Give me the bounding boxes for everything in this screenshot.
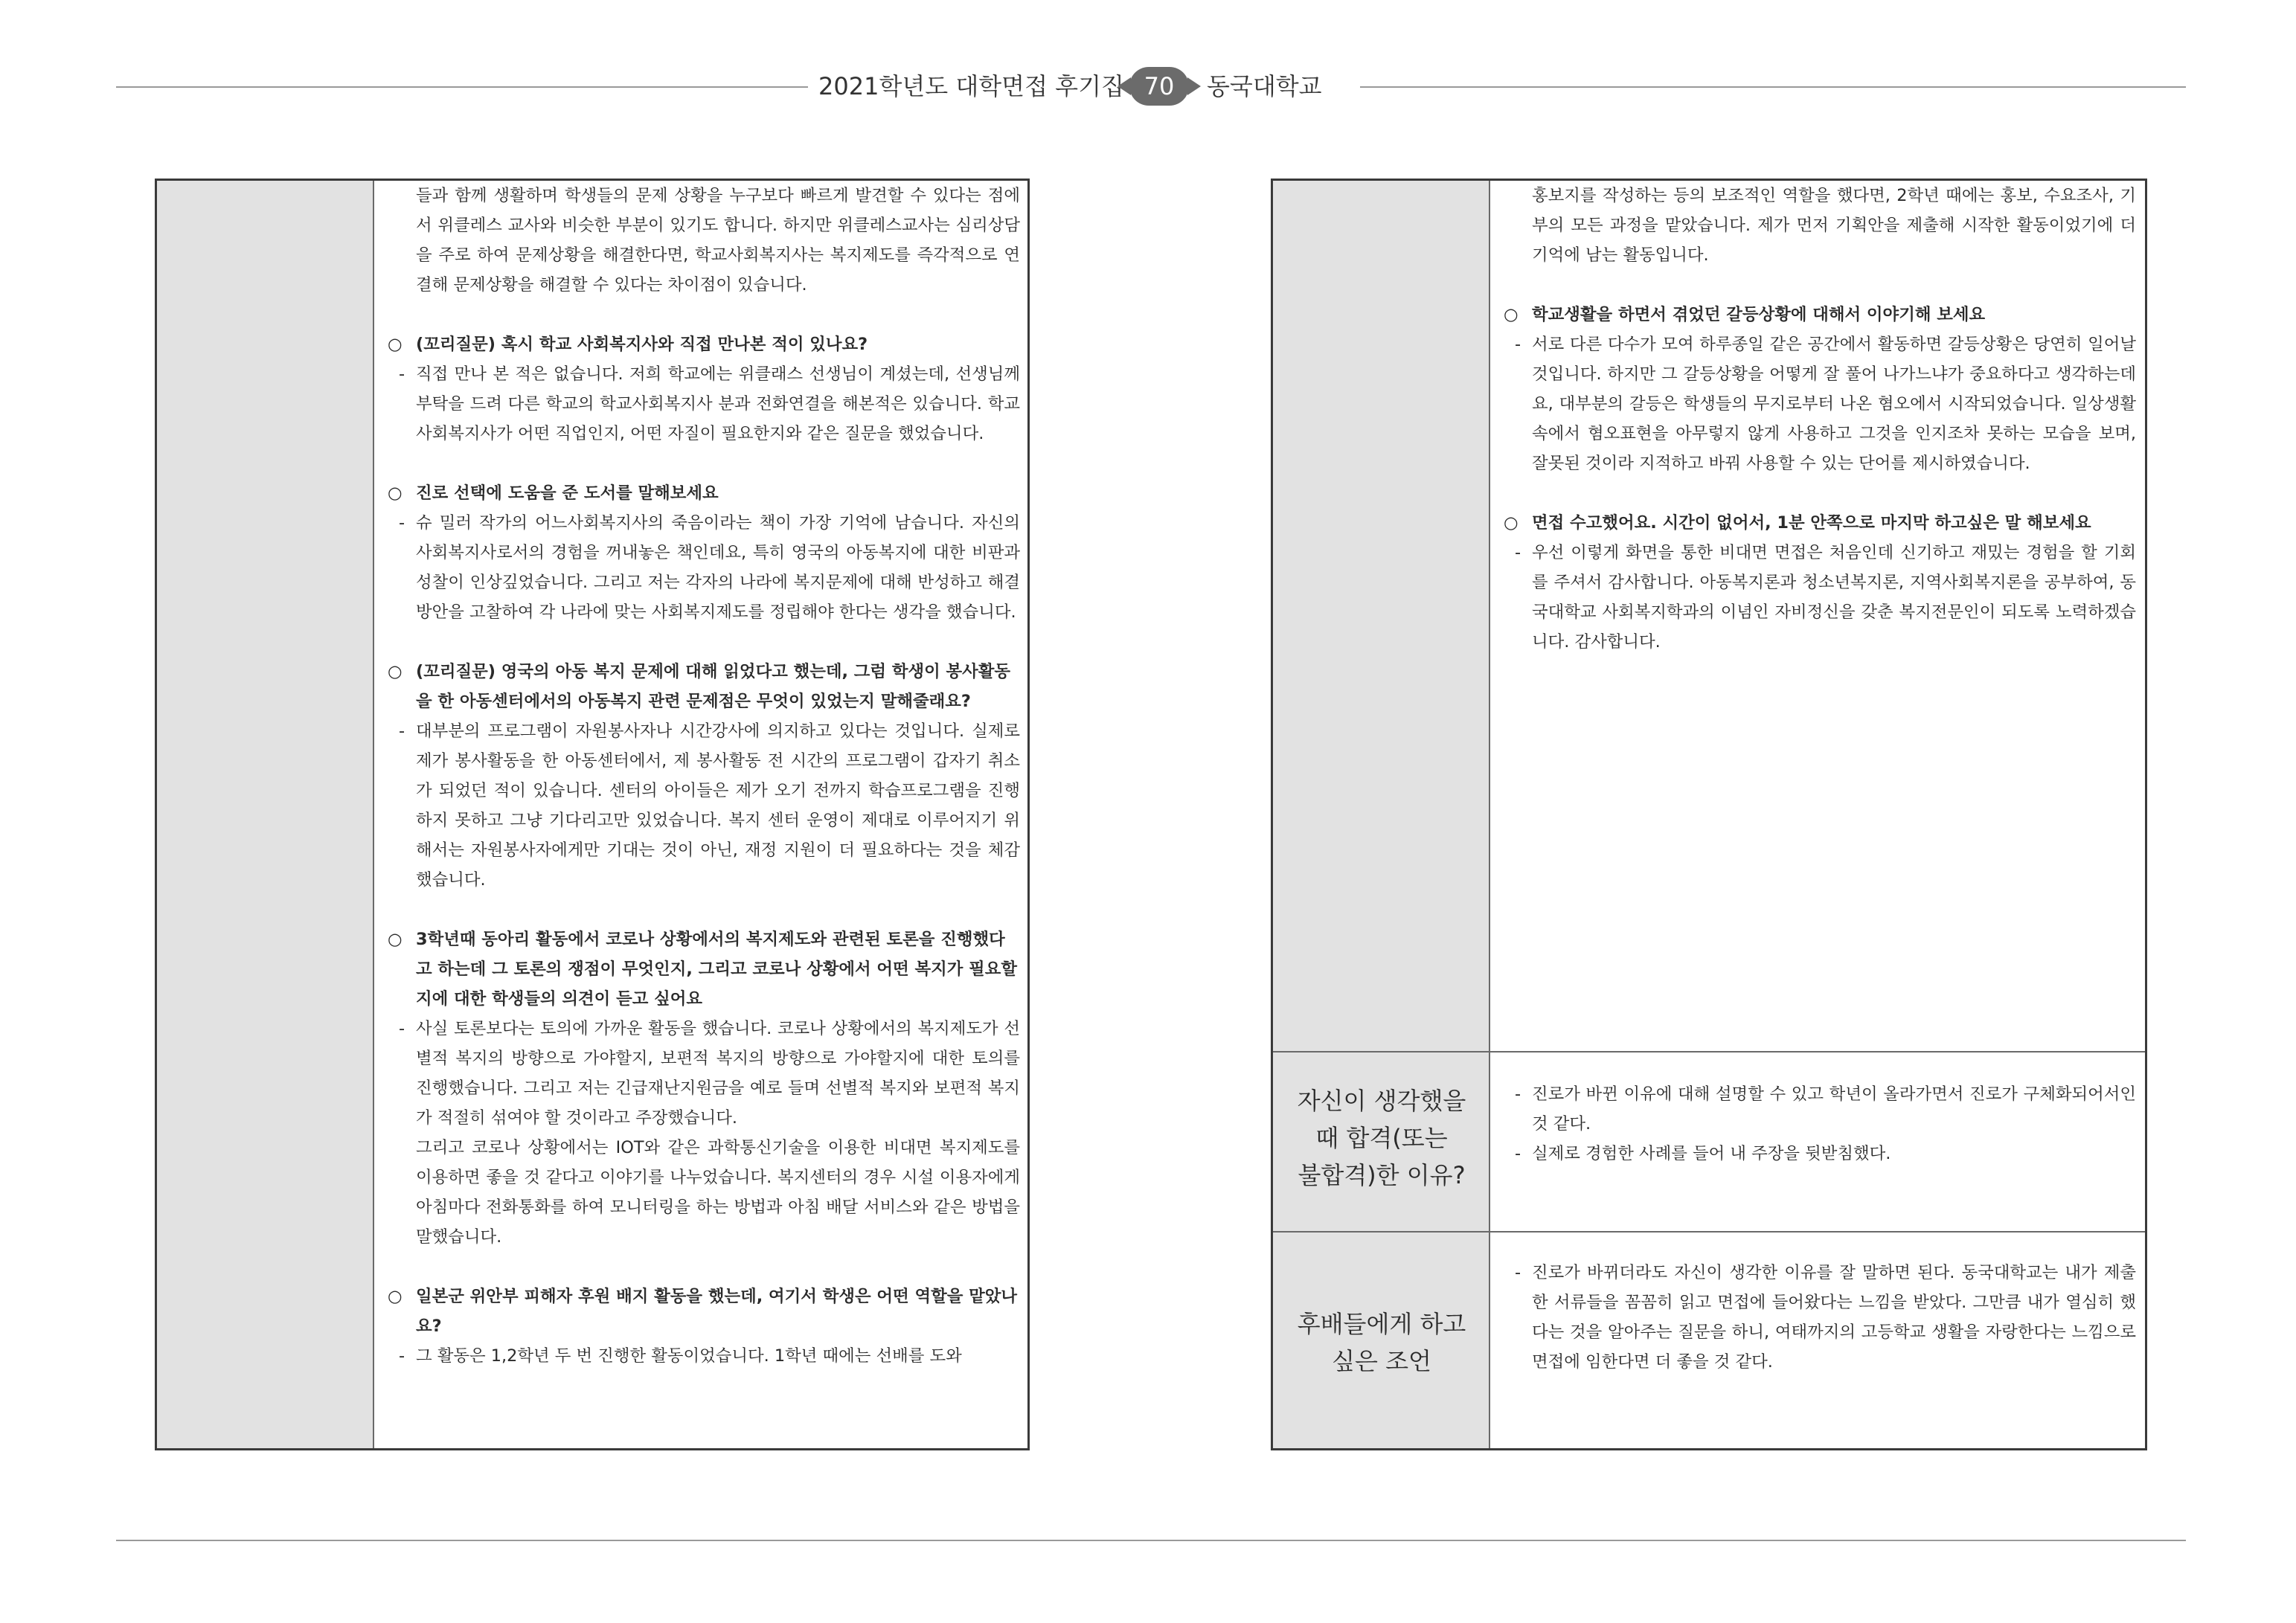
document-title: 2021학년도 대학면접 후기집 <box>818 72 1124 100</box>
circle-bullet-icon: ○ <box>1504 305 1519 324</box>
dash-bullet-icon: - <box>1514 335 1521 354</box>
block-text: (꼬리질문) 혹시 학교 사회복지사와 직접 만나본 적이 있나요? <box>416 335 868 354</box>
row-label-pass-reason <box>1273 1082 1490 1194</box>
footer-rule <box>116 1540 2186 1541</box>
interview-answer <box>1504 330 2136 478</box>
row-answer-item <box>1504 1258 2136 1377</box>
row-answer-text: 실제로 경험한 사례를 들어 내 주장을 뒷받침했다. <box>1532 1144 1891 1163</box>
block-text: 진로 선택에 도움을 준 도서를 말해보세요 <box>416 483 719 503</box>
block-text: 대부분의 프로그램이 자원봉사자나 시간강사에 의지하고 있다는 것입니다. 실제로 제가 봉사활동을 한 아동센터에서, 제 봉사활동 전 시간의 프로그램이 갑자기 취소가 되었던 적이 있습니다. 센터의 아이들은 제가 오기 전까지 학습프로그램을 진행하지 못하고 그냥 기다리고만 있었습니다. 복지 센터 운영이 제대로 이루어지기 위해서는 자원봉사자에게만 기대는 것이 아닌, 재정 지원이 더 필요하다는 것을 체감했습니다. <box>416 721 1020 890</box>
row-label-line: 싶은 조언 <box>1332 1347 1431 1375</box>
interview-content-left <box>388 181 1020 1371</box>
block-text: 일본군 위안부 피해자 후원 배지 활동을 했는데, 여기서 학생은 어떤 역할을 맡았나요? <box>416 1287 1018 1336</box>
block-text: 서로 다른 다수가 모여 하루종일 같은 공간에서 활동하면 갈등상황은 당연히 일어날 것입니다. 하지만 그 갈등상황을 어떻게 잘 풀어 나가느냐가 중요하다고 생각하는데요, 대부분의 갈등은 학생들의 무지로부터 나온 혐오에서 시작되었습니다. 일상생활속에서 혐오표현을 아무렇지 않게 사용하고 그것을 인지조차 못하는 모습을 보며, 잘못된 것이라 지적하고 바꿔 사용할 수 있는 단어를 제시하였습니다. <box>1532 335 2136 473</box>
spacer <box>388 895 1020 925</box>
interview-content-right <box>1504 181 2136 657</box>
block-text: 그리고 코로나 상황에서는 IOT와 같은 과학통신기술을 이용한 비대면 복지제도를 이용하면 좋을 것 같다고 이야기를 나누었습니다. 복지센터의 경우 시설 이용자에게 아침마다 전화통화를 하여 모니터링을 하는 방법과 아침 배달 서비스와 같은 방법을 말했습니다. <box>416 1138 1020 1247</box>
block-text: (꼬리질문) 영국의 아동 복지 문제에 대해 읽었다고 했는데, 그럼 학생이 봉사활동을 한 아동센터에서의 아동복지 관련 문제점은 무엇이 있었는지 말해줄래요? <box>416 662 1011 711</box>
row-answer-text: 진로가 바뀌더라도 자신이 생각한 이유를 잘 말하면 된다. 동국대학교는 내가 제출한 서류들을 꼼꼼히 읽고 면접에 들어왔다는 느낌을 받았다. 그만큼 내가 열심히 했다는 것을 알아주는 질문을 하니, 여태까지의 고등학교 생활을 자랑한다는 느낌으로 면접에 임한다면 더 좋을 것 같다. <box>1532 1263 2136 1372</box>
row-label-line: 불합격)한 이유? <box>1298 1161 1466 1189</box>
interview-answer <box>388 716 1020 895</box>
block-text: 3학년때 동아리 활동에서 코로나 상황에서의 복지제도와 관련된 토론을 진행했다고 하는데 그 토론의 쟁점이 무엇인지, 그리고 코로나 상황에서 어떤 복지가 필요할지에 대한 학생들의 의견이 듣고 싶어요 <box>416 930 1018 1009</box>
page-number: 70 <box>1144 72 1175 100</box>
dash-bullet-icon: - <box>398 364 405 384</box>
interview-question <box>388 925 1020 1014</box>
interview-question <box>388 657 1020 716</box>
row-answer-text: 진로가 바뀐 이유에 대해 설명할 수 있고 학년이 올라가면서 진로가 구체화되어서인 것 같다. <box>1532 1084 2136 1134</box>
spacer <box>388 449 1020 478</box>
row-divider <box>1273 1231 2145 1232</box>
interview-answer <box>1504 538 2136 657</box>
school-name: 동국대학교 <box>1207 72 1322 100</box>
spacer <box>388 627 1020 657</box>
row-answer-advice <box>1504 1258 2136 1377</box>
row-divider <box>1273 1051 2145 1052</box>
interview-question <box>388 1282 1020 1341</box>
block-text: 사실 토론보다는 토의에 가까운 활동을 했습니다. 코로나 상황에서의 복지제도가 선별적 복지의 방향으로 가야할지, 보편적 복지의 방향으로 가야할지에 대한 토의를 진행했습니다. 그리고 저는 긴급재난지원금을 예로 들며 선별적 복지와 보편적 복지가 적절히 섞여야 할 것이라고 주장했습니다. <box>416 1019 1020 1128</box>
dash-bullet-icon: - <box>1514 1084 1521 1104</box>
header-rule-right <box>1360 86 2186 88</box>
dash-bullet-icon: - <box>398 721 405 741</box>
row-label-advice <box>1273 1305 1490 1380</box>
interview-answer <box>388 508 1020 627</box>
dash-bullet-icon: - <box>1514 1263 1521 1282</box>
spacer <box>1504 478 2136 508</box>
row-answer-pass-reason <box>1504 1079 2136 1169</box>
block-text: 학교생활을 하면서 겪었던 갈등상황에 대해서 이야기해 보세요 <box>1532 305 1986 324</box>
interview-question <box>388 330 1020 359</box>
dash-bullet-icon: - <box>398 1019 405 1038</box>
page-number-badge <box>1116 67 1202 106</box>
block-text: 슈 밀러 작가의 어느사회복지사의 죽음이라는 책이 가장 기억에 남습니다. 자신의 사회복지사로서의 경험을 꺼내놓은 책인데요, 특히 영국의 아동복지에 대한 비판과 성찰이 인상깊었습니다. 그리고 저는 각자의 나라에 복지문제에 대해 반성하고 해결방안을 고찰하여 각 나라에 맞는 사회복지제도를 정립해야 한다는 생각을 했습니다. <box>416 513 1020 622</box>
row-answer-item <box>1504 1079 2136 1139</box>
circle-bullet-icon: ○ <box>388 483 403 503</box>
interview-question <box>1504 300 2136 330</box>
dash-bullet-icon: - <box>398 513 405 533</box>
interview-answer <box>388 359 1020 449</box>
interview-question <box>388 478 1020 508</box>
label-column <box>157 181 374 1448</box>
circle-bullet-icon: ○ <box>388 662 403 681</box>
row-label-line: 자신이 생각했을 <box>1297 1087 1466 1115</box>
answer-continuation <box>1504 181 2136 270</box>
row-answer-item <box>1504 1139 2136 1169</box>
answer-continuation <box>388 181 1020 300</box>
circle-bullet-icon: ○ <box>388 1287 403 1306</box>
spacer <box>388 300 1020 330</box>
block-text: 우선 이렇게 화면을 통한 비대면 면접은 처음인데 신기하고 재밌는 경험을 할 기회를 주셔서 감사합니다. 아동복지론과 청소년복지론, 지역사회복지론을 공부하여, 동국대학교 사회복지학과의 이념인 자비정신을 갖춘 복지전문인이 되도록 노력하겠습니다. 감사합니다. <box>1532 543 2136 652</box>
header-rule-left <box>116 86 808 88</box>
badge-right-arrow-icon <box>1187 77 1201 95</box>
block-text: 들과 함께 생활하며 학생들의 문제 상황을 누구보다 빠르게 발견할 수 있다는 점에서 위클레스 교사와 비슷한 부분이 있기도 합니다. 하지만 위클레스교사는 심리상담을 주로 하여 문제상황을 해결한다면, 학교사회복지사는 복지제도를 즉각적으로 연결해 문제상황을 해결할 수 있다는 차이점이 있습니다. <box>416 186 1020 295</box>
dash-bullet-icon: - <box>398 1346 405 1366</box>
interview-answer <box>388 1341 1020 1371</box>
interview-answer <box>388 1014 1020 1133</box>
row-label-line: 후배들에게 하고 <box>1297 1310 1466 1338</box>
block-text: 직접 만나 본 적은 없습니다. 저희 학교에는 위클래스 선생님이 계셨는데, 선생님께 부탁을 드려 다른 학교의 학교사회복지사 분과 전화연결을 해본적은 있습니다. 학교사회복지사가 어떤 직업인지, 어떤 자질이 필요한지와 같은 질문을 했었습니다. <box>416 364 1020 443</box>
interview-table-left <box>155 179 1030 1450</box>
interview-table-right <box>1271 179 2147 1450</box>
label-column <box>1273 181 1490 1448</box>
dash-bullet-icon: - <box>1514 1144 1521 1163</box>
block-text: 면접 수고했어요. 시간이 없어서, 1분 안쪽으로 마지막 하고싶은 말 해보세요 <box>1532 513 2091 533</box>
circle-bullet-icon: ○ <box>388 335 403 354</box>
interview-question <box>1504 508 2136 538</box>
block-text: 홍보지를 작성하는 등의 보조적인 역할을 했다면, 2학년 때에는 홍보, 수요조사, 기부의 모든 과정을 맡았습니다. 제가 먼저 기획안을 제출해 시작한 활동이었기에 더 기억에 남는 활동입니다. <box>1532 186 2136 265</box>
answer-continuation <box>388 1133 1020 1252</box>
block-text: 그 활동은 1,2학년 두 번 진행한 활동이었습니다. 1학년 때에는 선배를 도와 <box>416 1346 962 1366</box>
row-label-line: 때 합격(또는 <box>1315 1124 1448 1152</box>
spacer <box>1504 270 2136 300</box>
circle-bullet-icon: ○ <box>388 930 403 949</box>
spacer <box>388 1252 1020 1282</box>
circle-bullet-icon: ○ <box>1504 513 1519 533</box>
dash-bullet-icon: - <box>1514 543 1521 562</box>
